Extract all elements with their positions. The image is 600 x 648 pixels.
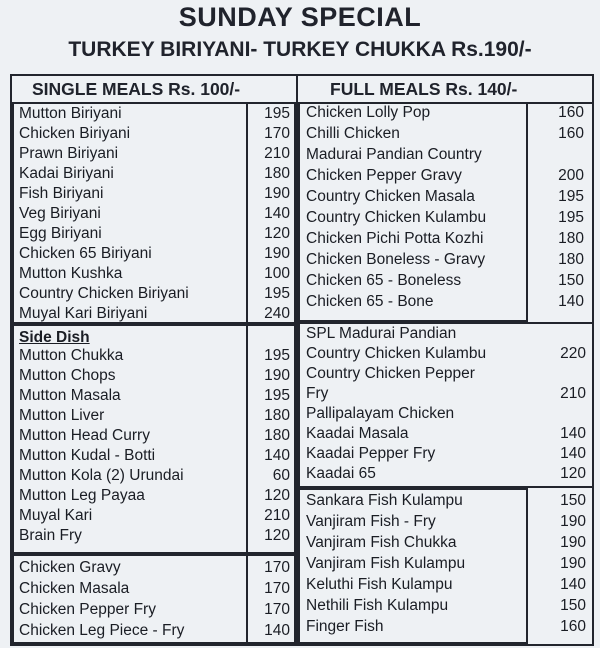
chicken-left-item-price: 170 <box>264 580 290 597</box>
fish-item-name: Finger Fish <box>306 618 384 635</box>
side-dish-item-name: Mutton Head Curry <box>19 427 150 444</box>
chicken-right-item-price: 150 <box>558 272 584 289</box>
fish-item-price: 190 <box>560 555 586 572</box>
menu-title: SUNDAY SPECIAL <box>178 2 422 32</box>
side-dish-item-price: 195 <box>264 387 290 404</box>
biriyani-item-price: 140 <box>264 205 290 222</box>
spl-item-name: Kaadai Pepper Fry <box>306 445 436 462</box>
side-dish-title: Side Dish <box>19 329 90 346</box>
side-dish-item-price: 140 <box>264 447 290 464</box>
side-dish-item-price: 180 <box>264 427 290 444</box>
chicken-right-item-name: Chicken 65 - Bone <box>306 293 434 310</box>
biriyani-item-price: 195 <box>264 105 290 122</box>
biriyani-item-price: 195 <box>264 285 290 302</box>
fish-item-name: Vanjiram Fish Chukka <box>306 534 457 551</box>
side-dish-item-name: Muyal Kari <box>19 507 93 524</box>
spl-item-name: Country Chicken Kulambu <box>306 345 487 362</box>
fish-item-name: Vanjiram Fish Kulampu <box>306 555 466 572</box>
biriyani-item-name: Prawn Biriyani <box>19 145 119 162</box>
chicken-left-item-price: 170 <box>264 601 290 618</box>
chicken-right-item-name: Chicken Pepper Gravy <box>306 167 462 184</box>
chicken-right-item-price: 160 <box>558 125 584 142</box>
chicken-left-item-name: Chicken Pepper Fry <box>19 601 156 618</box>
full-meals-heading: FULL MEALS Rs. 140/- <box>330 79 518 99</box>
side-dish-item-name: Brain Fry <box>19 527 82 544</box>
fish-item-price: 150 <box>560 492 586 509</box>
chicken-right-item-price: 195 <box>558 209 584 226</box>
chicken-right-item-price: 200 <box>558 167 584 184</box>
chicken-right-item-name: Chicken Lolly Pop <box>306 104 431 121</box>
biriyani-item-price: 180 <box>264 165 290 182</box>
biriyani-item-price: 170 <box>264 125 290 142</box>
side-dish-item-price: 180 <box>264 407 290 424</box>
biriyani-item-name: Kadai Biriyani <box>19 165 114 182</box>
spl-item-name: Pallipalayam Chicken <box>306 405 455 422</box>
spl-item-name: Kaadai Masala <box>306 425 409 442</box>
chicken-right-item-name: Madurai Pandian Country <box>306 146 482 163</box>
fish-item-price: 150 <box>560 597 586 614</box>
chicken-right-item-price: 140 <box>558 293 584 310</box>
biriyani-item-price: 120 <box>264 225 290 242</box>
biriyani-item-name: Chicken 65 Biriyani <box>19 245 152 262</box>
biriyani-item-price: 190 <box>264 245 290 262</box>
chicken-left-item-name: Chicken Leg Piece - Fry <box>19 622 185 639</box>
spl-item-price: 140 <box>560 425 586 442</box>
chicken-right-item-price: 195 <box>558 188 584 205</box>
spl-item-name: Country Chicken Pepper <box>306 365 475 382</box>
chicken-left-item-name: Chicken Masala <box>19 580 130 597</box>
chicken-right-item-name: Chilli Chicken <box>306 125 400 142</box>
menu-subtitle: TURKEY BIRIYANI- TURKEY CHUKKA Rs.190/- <box>68 38 532 61</box>
chicken-right-item-name: Chicken 65 - Boneless <box>306 272 462 289</box>
side-dish-item-price: 60 <box>272 467 290 484</box>
chicken-right-item-name: Chicken Boneless - Gravy <box>306 251 486 268</box>
side-dish-item-name: Mutton Liver <box>19 407 105 424</box>
chicken-right-item-name: Country Chicken Kulambu <box>306 209 487 226</box>
chicken-right-item-price: 160 <box>558 104 584 121</box>
biriyani-item-price: 210 <box>264 145 290 162</box>
single-meals-heading: SINGLE MEALS Rs. 100/- <box>32 79 241 99</box>
biriyani-item-name: Fish Biriyani <box>19 185 104 202</box>
side-dish-item-price: 120 <box>264 527 290 544</box>
spl-item-price: 220 <box>560 345 586 362</box>
spl-item-name: Fry <box>306 385 329 402</box>
side-dish-item-name: Mutton Masala <box>19 387 121 404</box>
side-dish-item-name: Mutton Leg Payaa <box>19 487 145 504</box>
biriyani-item-price: 100 <box>264 265 290 282</box>
chicken-left-item-price: 170 <box>264 559 290 576</box>
spl-item-name: Kaadai 65 <box>306 465 376 482</box>
fish-item-price: 140 <box>560 576 586 593</box>
chicken-right-item-price: 180 <box>558 251 584 268</box>
biriyani-item-price: 190 <box>264 185 290 202</box>
side-dish-item-name: Mutton Kudal - Botti <box>19 447 156 464</box>
chicken-left-item-name: Chicken Gravy <box>19 559 121 576</box>
biriyani-item-price: 240 <box>264 305 290 322</box>
side-dish-item-name: Mutton Kola (2) Urundai <box>19 467 184 484</box>
fish-item-price: 190 <box>560 513 586 530</box>
spl-item-name: SPL Madurai Pandian <box>306 325 457 342</box>
fish-item-name: Sankara Fish Kulampu <box>306 492 463 509</box>
side-dish-item-price: 210 <box>264 507 290 524</box>
side-dish-item-price: 120 <box>264 487 290 504</box>
fish-item-name: Vanjiram Fish - Fry <box>306 513 436 530</box>
biriyani-item-name: Chicken Biriyani <box>19 125 131 142</box>
side-dish-item-price: 190 <box>264 367 290 384</box>
biriyani-item-name: Egg Biriyani <box>19 225 102 242</box>
chicken-right-item-name: Country Chicken Masala <box>306 188 475 205</box>
biriyani-item-name: Veg Biriyani <box>19 205 101 222</box>
fish-item-price: 160 <box>560 618 586 635</box>
fish-item-name: Nethili Fish Kulampu <box>306 597 449 614</box>
side-dish-item-price: 195 <box>264 347 290 364</box>
biriyani-item-name: Country Chicken Biriyani <box>19 285 189 302</box>
spl-item-price: 140 <box>560 445 586 462</box>
fish-item-price: 190 <box>560 534 586 551</box>
biriyani-item-name: Mutton Kushka <box>19 265 123 282</box>
spl-item-price: 210 <box>560 385 586 402</box>
side-dish-item-name: Mutton Chukka <box>19 347 124 364</box>
biriyani-item-name: Muyal Kari Biriyani <box>19 305 148 322</box>
side-dish-item-name: Mutton Chops <box>19 367 116 384</box>
fish-item-name: Keluthi Fish Kulampu <box>306 576 453 593</box>
biriyani-item-name: Mutton Biriyani <box>19 105 122 122</box>
chicken-left-item-price: 140 <box>264 622 290 639</box>
chicken-right-item-name: Chicken Pichi Potta Kozhi <box>306 230 484 247</box>
spl-item-price: 120 <box>560 465 586 482</box>
chicken-right-item-price: 180 <box>558 230 584 247</box>
